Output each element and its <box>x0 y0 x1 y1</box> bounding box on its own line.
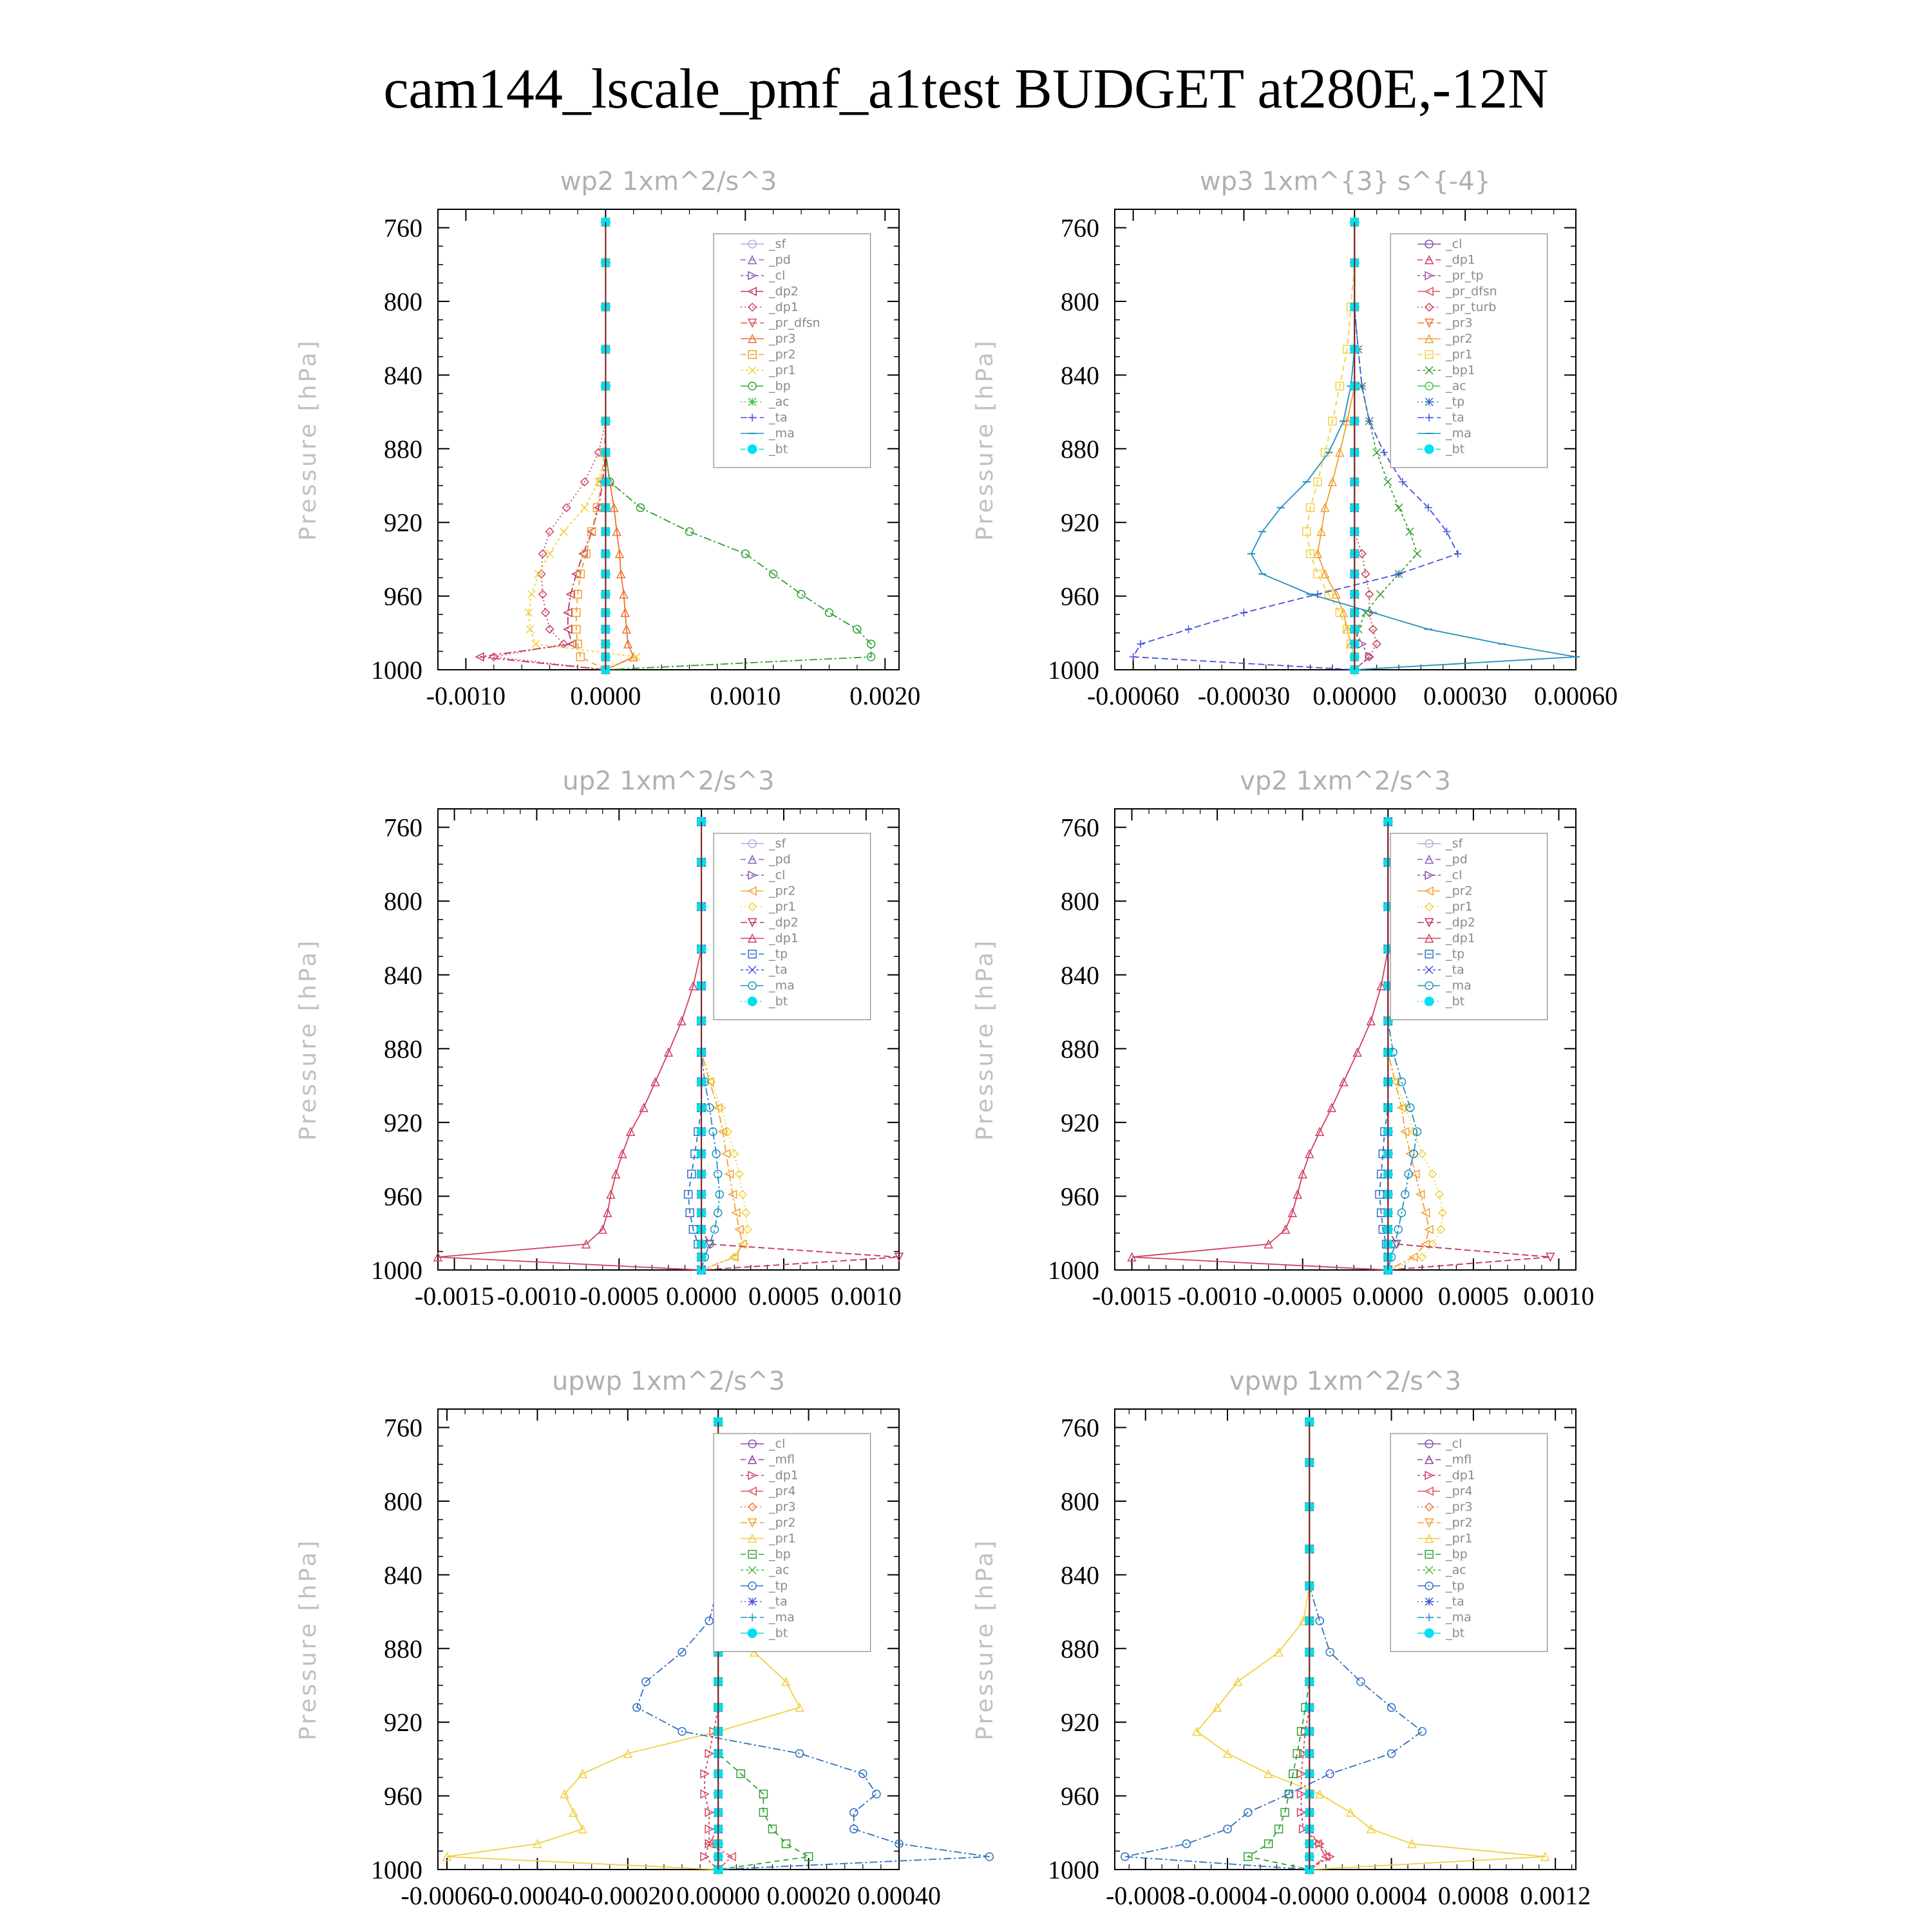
y-tick-label: 800 <box>384 287 422 316</box>
data-point <box>686 528 694 536</box>
series-line <box>1248 1422 1310 1870</box>
legend-label: _pr1 <box>769 1531 796 1546</box>
x-tick-label: -0.0010 <box>426 681 506 710</box>
legend-label: _tp <box>1446 947 1465 961</box>
series-line <box>688 822 701 1270</box>
series-line <box>576 222 606 670</box>
x-tick-label: -0.00030 <box>1197 681 1291 710</box>
y-tick-label: 920 <box>1061 1108 1099 1137</box>
x-tick-label: 0.0000 <box>666 1282 737 1311</box>
legend-label: _pr3 <box>769 332 796 346</box>
page-title: cam144_lscale_pmf_a1test BUDGET at280E,-12N <box>383 58 1549 120</box>
y-tick-label: 800 <box>384 1487 422 1516</box>
legend-label: _ac <box>1446 1563 1466 1577</box>
x-tick-label: -0.00060 <box>1086 681 1180 710</box>
legend-label: _sf <box>769 237 786 251</box>
x-tick-label: 0.00000 <box>1312 681 1397 710</box>
y-tick-label: 880 <box>1061 1634 1099 1663</box>
legend-label: _ta <box>1446 410 1464 425</box>
y-tick-label: 840 <box>1061 361 1099 390</box>
legend-label: _pd <box>1446 852 1468 867</box>
legend-marker <box>748 398 756 406</box>
legend-label: _pr4 <box>769 1484 796 1499</box>
legend-label: _tp <box>769 947 788 961</box>
y-tick-label: 760 <box>384 813 422 842</box>
y-tick-label: 840 <box>384 960 422 990</box>
x-tick-label: -0.0004 <box>1188 1881 1267 1910</box>
data-point <box>1418 1253 1426 1261</box>
legend-label: _tp <box>1446 395 1465 409</box>
legend-label: _dp1 <box>1446 1468 1475 1482</box>
legend-label: _dp2 <box>1446 915 1475 930</box>
series-tp <box>1121 1418 1426 1873</box>
x-tick-label: 0.0012 <box>1520 1881 1591 1910</box>
x-tick-label: -0.00020 <box>582 1881 674 1910</box>
legend-label: _dp1 <box>769 931 799 945</box>
x-tick-label: 0.0004 <box>1356 1881 1427 1910</box>
legend-label: _pr2 <box>1446 332 1473 346</box>
data-point <box>580 550 587 558</box>
legend-label: _ma <box>1446 1610 1472 1625</box>
legend-label: _cl <box>1446 1437 1463 1451</box>
x-tick-label: 0.0000 <box>570 681 641 710</box>
series-line <box>1307 222 1354 670</box>
y-axis-label: Pressure [hPa] <box>295 938 321 1141</box>
data-point <box>539 550 547 558</box>
data-point <box>701 1853 708 1861</box>
legend-label: _cl <box>1446 868 1463 882</box>
y-tick-label: 920 <box>1061 1708 1099 1738</box>
data-point <box>563 504 571 511</box>
legend-label: _ta <box>769 963 788 977</box>
legend-label: _pr2 <box>1446 1515 1473 1530</box>
x-tick-label: 0.00020 <box>766 1881 851 1910</box>
y-tick-label: 840 <box>384 1560 422 1590</box>
y-axis-label: Pressure [hPa] <box>295 1538 321 1741</box>
data-point <box>560 528 567 536</box>
y-tick-label: 960 <box>1061 582 1099 611</box>
data-point <box>1435 1191 1443 1198</box>
x-tick-label: 0.0005 <box>1437 1282 1509 1311</box>
legend-label: _cl <box>769 269 786 283</box>
legend-label: _tp <box>1446 1578 1465 1593</box>
legend-label: _pr2 <box>769 1515 796 1530</box>
series-dp1 <box>1128 818 1392 1274</box>
y-tick-label: 960 <box>1061 1182 1099 1211</box>
legend-label: _sf <box>1446 837 1463 851</box>
y-tick-label: 1000 <box>1048 656 1099 685</box>
panel-title: up2 1xm^2/s^3 <box>562 766 775 796</box>
legend-label: _pr3 <box>1446 1500 1473 1514</box>
data-point <box>1384 478 1392 486</box>
x-tick-label: -0.0005 <box>579 1282 659 1311</box>
legend-label: _ma <box>1446 426 1472 440</box>
data-point <box>1373 640 1381 648</box>
data-point <box>1357 1678 1365 1685</box>
legend-marker <box>748 1598 756 1605</box>
legend-label: _pr2 <box>1446 884 1473 898</box>
series-line <box>1379 822 1388 1270</box>
x-tick-label: 0.0010 <box>1523 1282 1595 1311</box>
legend-marker <box>1425 445 1434 454</box>
data-point <box>1418 1150 1426 1158</box>
legend-label: _ta <box>1446 1595 1464 1609</box>
y-tick-label: 880 <box>1061 434 1099 464</box>
data-point <box>582 550 590 558</box>
chart-panel-4 <box>972 766 1594 1311</box>
y-tick-label: 880 <box>1061 1034 1099 1064</box>
data-point <box>1439 1209 1446 1217</box>
x-tick-label: 0.00000 <box>676 1881 761 1910</box>
legend-label: _pd <box>769 252 791 267</box>
legend-label: _bt <box>1446 1626 1465 1640</box>
y-tick-label: 800 <box>1061 1487 1099 1516</box>
legend-label: _bp <box>1446 1547 1468 1562</box>
legend-label: _dp1 <box>1446 931 1475 945</box>
legend-label: _pr1 <box>1446 347 1473 362</box>
x-tick-label: 0.0000 <box>1352 1282 1424 1311</box>
panel-title: wp2 1xm^2/s^3 <box>560 167 777 196</box>
panel-title: vpwp 1xm^2/s^3 <box>1229 1367 1462 1396</box>
legend-label: _pr4 <box>1446 1484 1473 1499</box>
legend-label: _ma <box>769 426 795 440</box>
chart-panel-6 <box>972 1367 1591 1910</box>
legend-label: _pr_turb <box>1446 300 1497 314</box>
legend-label: _dp1 <box>769 1468 799 1482</box>
x-tick-label: -0.0010 <box>497 1282 577 1311</box>
y-tick-label: 960 <box>384 1182 422 1211</box>
panel-title: wp3 1xm^{3} s^{-4} <box>1199 167 1492 196</box>
data-point <box>1395 504 1403 511</box>
data-point <box>527 591 535 598</box>
legend-label: _bp <box>769 379 791 393</box>
data-point <box>1380 449 1388 457</box>
x-tick-label: 0.0010 <box>710 681 781 710</box>
series-line <box>1302 1422 1331 1870</box>
legend-label: _dp2 <box>769 284 799 299</box>
legend-label: _ac <box>1446 379 1466 393</box>
y-tick-label: 960 <box>384 1781 422 1811</box>
y-tick-label: 880 <box>384 1634 422 1663</box>
x-tick-label: -0.0000 <box>1269 1881 1349 1910</box>
series-line <box>480 222 605 670</box>
data-point <box>1185 625 1193 633</box>
legend-label: _pr1 <box>769 363 796 377</box>
chart-panel-3 <box>295 766 903 1311</box>
series-line <box>1309 1422 1326 1870</box>
y-tick-label: 760 <box>1061 1413 1099 1443</box>
data-point <box>1388 1750 1396 1757</box>
series-line <box>529 222 636 670</box>
legend-marker <box>748 445 757 454</box>
x-tick-label: 0.0020 <box>849 681 921 710</box>
data-point <box>1314 570 1321 578</box>
data-point <box>1418 1728 1426 1736</box>
legend-label: _mfl <box>769 1452 795 1467</box>
legend-label: _pr_tp <box>1446 269 1484 283</box>
legend-label: _mfl <box>1446 1452 1472 1467</box>
y-axis-label: Pressure [hPa] <box>972 1538 998 1741</box>
legend-marker <box>1425 1629 1434 1638</box>
legend-label: _ma <box>769 1610 795 1625</box>
series-bp <box>1244 1418 1313 1873</box>
data-point <box>797 591 805 598</box>
y-tick-label: 880 <box>384 1034 422 1064</box>
series-pr2 <box>573 218 610 674</box>
x-tick-label: -0.0005 <box>1263 1282 1343 1311</box>
legend-label: _cl <box>769 868 786 882</box>
y-tick-label: 840 <box>1061 1560 1099 1590</box>
legend-label: _bp1 <box>1446 363 1475 377</box>
legend-label: _bt <box>769 442 788 457</box>
x-tick-label: -0.00040 <box>491 1881 584 1910</box>
x-tick-label: -0.0008 <box>1106 1881 1186 1910</box>
series-dp1 <box>490 218 610 674</box>
legend-label: _bt <box>769 994 788 1009</box>
chart-panel-2 <box>972 167 1618 710</box>
x-tick-label: 0.0005 <box>748 1282 819 1311</box>
legend-label: _ac <box>769 395 790 409</box>
data-point <box>564 625 572 633</box>
x-tick-label: -0.0015 <box>1092 1282 1172 1311</box>
y-tick-label: 760 <box>384 1413 422 1443</box>
legend-label: _ma <box>769 978 795 993</box>
legend-label: _pr1 <box>769 900 796 914</box>
y-tick-label: 800 <box>1061 887 1099 916</box>
legend-label: _ta <box>1446 963 1464 977</box>
legend-label: _tp <box>769 1578 788 1593</box>
legend-label: _dp1 <box>769 300 799 314</box>
legend-label: _pr3 <box>769 1500 796 1514</box>
series-line <box>494 222 606 670</box>
data-point <box>1373 449 1381 457</box>
series-line <box>438 822 701 1270</box>
data-point <box>741 550 749 558</box>
data-point <box>826 609 833 616</box>
data-point <box>1326 1770 1334 1777</box>
data-point <box>1454 550 1462 558</box>
y-tick-label: 960 <box>384 582 422 611</box>
legend-label: _bp <box>769 1547 791 1562</box>
legend-label: _bt <box>769 1626 788 1640</box>
series-dp2 <box>476 218 609 674</box>
data-point <box>532 640 540 648</box>
data-point <box>546 528 554 536</box>
data-point <box>1376 591 1384 598</box>
legend-label: _pr2 <box>769 884 796 898</box>
y-tick-label: 880 <box>384 434 422 464</box>
y-tick-label: 800 <box>1061 287 1099 316</box>
y-tick-label: 1000 <box>371 1855 422 1884</box>
y-tick-label: 1000 <box>1048 1855 1099 1884</box>
series-line <box>1125 1422 1422 1870</box>
y-tick-label: 1000 <box>371 1256 422 1285</box>
panel-title: vp2 1xm^2/s^3 <box>1240 766 1451 796</box>
legend-label: _pr_dfsn <box>1446 284 1497 299</box>
series-line <box>605 222 633 670</box>
legend-label: _pd <box>769 852 791 867</box>
legend-label: _pr1 <box>1446 900 1473 914</box>
series-dp1 <box>434 818 705 1274</box>
x-tick-label: 0.00040 <box>857 1881 941 1910</box>
data-point <box>873 1790 880 1798</box>
data-point <box>1425 1226 1433 1233</box>
legend-label: _ac <box>769 1563 790 1577</box>
data-point <box>1316 1617 1323 1625</box>
legend-label: _pr_dfsn <box>769 316 820 330</box>
data-point <box>735 1170 743 1178</box>
data-point <box>581 504 589 511</box>
data-point <box>1130 653 1137 661</box>
legend-label: _sf <box>769 837 786 851</box>
legend-label: _cl <box>1446 237 1463 251</box>
y-tick-label: 840 <box>1061 960 1099 990</box>
legend-label: _bt <box>1446 994 1465 1009</box>
legend-marker <box>1425 997 1434 1006</box>
legend-label: _dp1 <box>1446 252 1475 267</box>
y-tick-label: 760 <box>384 213 422 243</box>
x-tick-label: -0.0015 <box>414 1282 495 1311</box>
y-tick-label: 920 <box>384 508 422 538</box>
x-tick-label: 0.0008 <box>1437 1881 1509 1910</box>
legend-label: _dp2 <box>769 915 799 930</box>
x-tick-label: 0.00060 <box>1534 681 1618 710</box>
y-tick-label: 1000 <box>371 656 422 685</box>
x-tick-label: -0.00060 <box>401 1881 493 1910</box>
y-tick-label: 760 <box>1061 813 1099 842</box>
data-point <box>1406 528 1414 536</box>
y-tick-label: 840 <box>384 361 422 390</box>
chart-panel-1 <box>295 167 920 710</box>
legend-marker <box>748 997 757 1006</box>
series-tp <box>685 818 705 1274</box>
y-tick-label: 760 <box>1061 213 1099 243</box>
y-tick-label: 960 <box>1061 1781 1099 1811</box>
series-pr3 <box>601 218 637 674</box>
y-tick-label: 1000 <box>1048 1256 1099 1285</box>
y-tick-label: 800 <box>384 887 422 916</box>
series-line <box>1318 222 1354 670</box>
legend-label: _pr1 <box>1446 1531 1473 1546</box>
legend-marker <box>1425 398 1433 406</box>
series-pr1 <box>525 218 640 674</box>
y-tick-label: 920 <box>384 1108 422 1137</box>
chart-panel-5 <box>295 1367 993 1910</box>
x-tick-label: -0.0010 <box>1177 1282 1257 1311</box>
panel-title: upwp 1xm^2/s^3 <box>552 1367 785 1396</box>
data-point <box>560 640 567 648</box>
series-tp <box>1376 818 1392 1274</box>
legend-label: _ta <box>769 1595 788 1609</box>
legend-marker <box>1425 1598 1433 1605</box>
y-tick-label: 920 <box>384 1708 422 1738</box>
legend-label: _bt <box>1446 442 1465 457</box>
legend-label: _ma <box>1446 978 1472 993</box>
legend-label: _cl <box>769 1437 786 1451</box>
series-pr2 <box>1314 218 1358 674</box>
data-point <box>1240 609 1247 616</box>
series-line <box>1132 822 1388 1270</box>
y-tick-label: 920 <box>1061 508 1099 538</box>
y-axis-label: Pressure [hPa] <box>295 338 321 541</box>
data-point <box>1137 640 1144 648</box>
data-point <box>1414 550 1421 558</box>
legend-marker <box>748 1629 757 1638</box>
series-line <box>1354 222 1369 670</box>
legend-label: _pr3 <box>1446 316 1473 330</box>
x-tick-label: 0.00030 <box>1423 681 1508 710</box>
legend-label: _ta <box>769 410 788 425</box>
y-axis-label: Pressure [hPa] <box>972 338 998 541</box>
y-axis-label: Pressure [hPa] <box>972 938 998 1141</box>
data-point <box>546 625 554 633</box>
legend-label: _pr2 <box>769 347 796 362</box>
x-tick-label: 0.0010 <box>830 1282 902 1311</box>
